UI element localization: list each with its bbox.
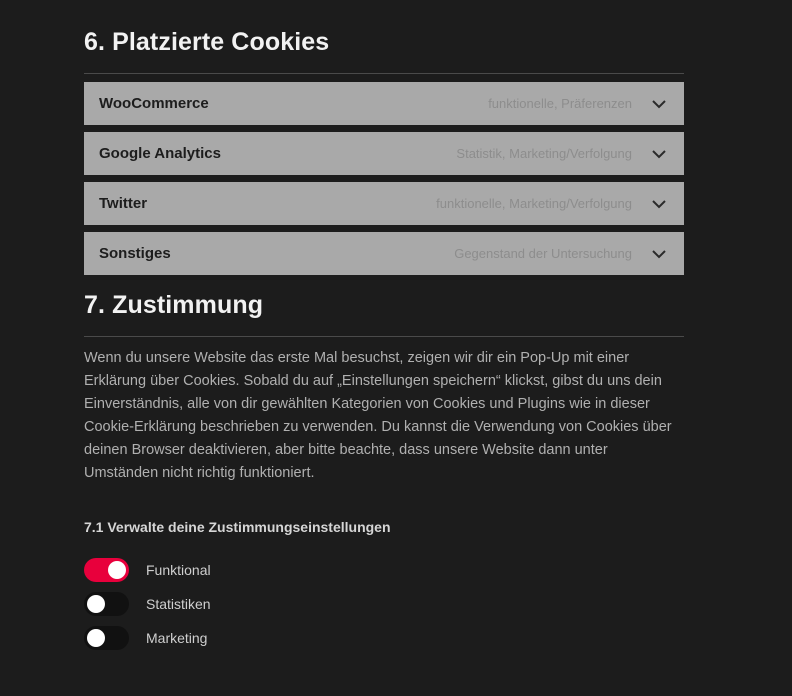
accordion-item-sonstiges[interactable] <box>84 232 684 275</box>
toggle-knob <box>87 629 105 647</box>
chevron-down-icon[interactable] <box>650 245 668 263</box>
heading-divider-consent <box>84 336 684 337</box>
toggle-row-funktional <box>84 553 684 587</box>
page-title-consent: 7. Zustimmung <box>84 291 264 319</box>
toggle-statistiken[interactable] <box>84 592 129 616</box>
consent-settings-subheading: 7.1 Verwalte deine Zustimmungseinstellungen <box>84 519 391 535</box>
accordion-item-twitter[interactable] <box>84 182 684 225</box>
toggle-label: Marketing <box>146 630 208 646</box>
toggle-funktional[interactable] <box>84 558 129 582</box>
cut-off-heading-above <box>84 0 684 12</box>
page-title-placed-cookies: 6. Platzierte Cookies <box>84 28 330 56</box>
toggle-row-statistiken <box>84 587 684 621</box>
toggle-label: Statistiken <box>146 596 211 612</box>
chevron-down-icon[interactable] <box>650 145 668 163</box>
accordion-item-google-analytics[interactable] <box>84 132 684 175</box>
page-content <box>84 0 684 655</box>
heading-divider-cookies <box>84 73 684 74</box>
toggle-row-marketing <box>84 621 684 655</box>
chevron-down-icon[interactable] <box>650 195 668 213</box>
accordion-title: Google Analytics <box>99 145 221 162</box>
accordion-title: Sonstiges <box>99 245 171 262</box>
consent-toggle-list <box>84 553 684 655</box>
toggle-label: Funktional <box>146 562 211 578</box>
cookie-accordion <box>84 82 684 275</box>
accordion-title: WooCommerce <box>99 95 209 112</box>
accordion-title: Twitter <box>99 195 148 212</box>
toggle-knob <box>87 595 105 613</box>
chevron-down-icon[interactable] <box>650 95 668 113</box>
toggle-knob <box>108 561 126 579</box>
accordion-item-woocommerce[interactable] <box>84 82 684 125</box>
accordion-tags: Gegenstand der Untersuchung <box>454 246 632 261</box>
consent-paragraph: Wenn du unsere Website das erste Mal besuchst, zeigen wir dir ein Pop-Up mit einer Erklärung über Cookies. Sobald du auf „Einstellungen speichern“ klickst, gibst du uns dein Einverständnis, alle von dir gewählten Kategorien von Cookies und Plugins wie in dieser Cookie-Erklärung beschrieben zu verwenden. Du kannst die Verwendung von Cookies über deinen Browser deaktivieren, aber bitte beachte, dass unsere Website dann unter Umständen nicht richtig funktioniert. <box>84 350 672 481</box>
toggle-marketing[interactable] <box>84 626 129 650</box>
accordion-tags: funktionelle, Präferenzen <box>488 96 632 111</box>
accordion-tags: Statistik, Marketing/Verfolgung <box>456 146 632 161</box>
accordion-tags: funktionelle, Marketing/Verfolgung <box>436 196 632 211</box>
